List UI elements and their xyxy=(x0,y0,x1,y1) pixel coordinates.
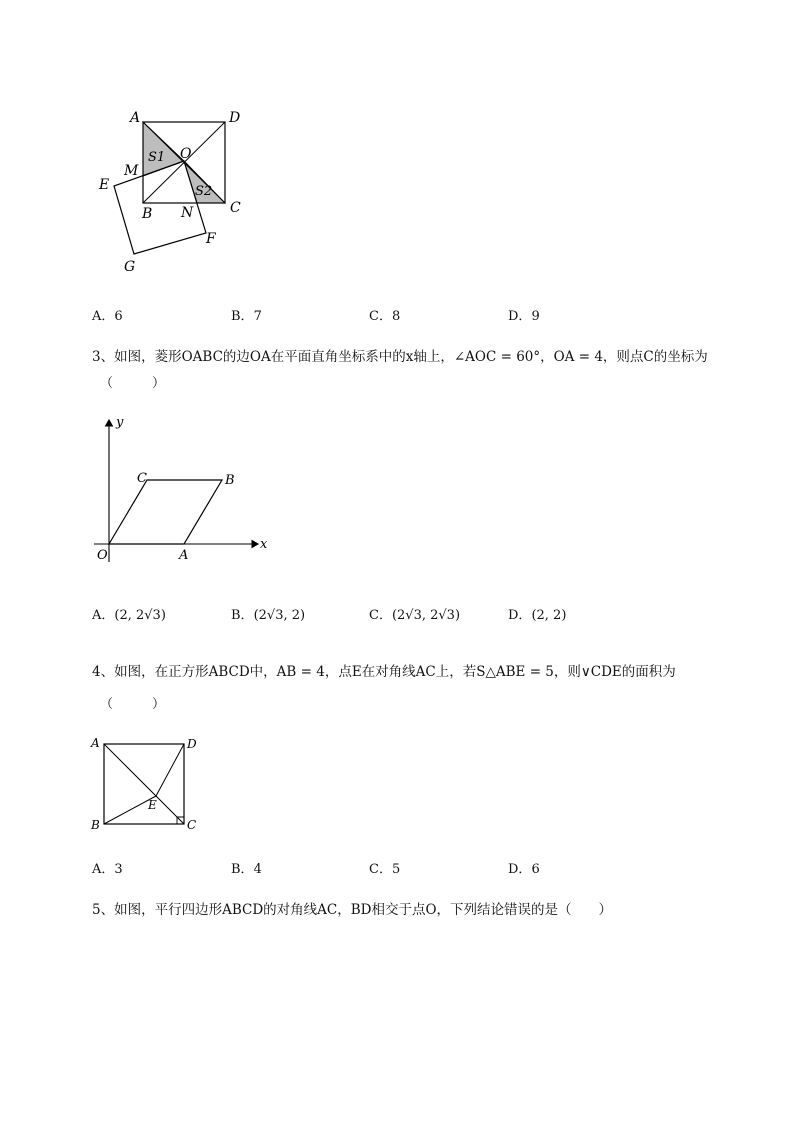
q5-stem: 5、如图，平行四边形ABCD的对角线AC，BD相交于点O，下列结论错误的是（ ） xyxy=(92,902,613,918)
label-o: O xyxy=(180,146,192,162)
q4-option-b: B．4 xyxy=(231,862,262,877)
q4-options xyxy=(0,858,794,878)
q4-option-d: D．6 xyxy=(508,862,540,877)
label-g: G xyxy=(124,259,136,275)
label-o: O xyxy=(97,548,108,563)
segment-de xyxy=(156,744,184,796)
q4-option-a: A．3 xyxy=(92,862,123,877)
label-b: B xyxy=(142,206,153,222)
label-a: A xyxy=(179,548,189,563)
q3-option-c: C．(2√3, 2√3) xyxy=(369,608,461,623)
rhombus-oabc xyxy=(109,480,222,544)
figure-square-abcd xyxy=(88,733,208,838)
label-d: D xyxy=(229,110,241,126)
label-d: D xyxy=(187,737,197,751)
q2-option-c: C．8 xyxy=(369,309,401,324)
label-c: C xyxy=(230,200,241,216)
q3-stem: 3、如图，菱形OABC的边OA在平面直角坐标系中的x轴上，∠AOC = 60°，OA = 4，则点C的坐标为 xyxy=(92,349,708,365)
q2-options xyxy=(0,305,794,325)
label-s1: S1 xyxy=(148,150,166,165)
q3-option-b: B．(2√3, 2) xyxy=(231,608,306,623)
label-c: C xyxy=(187,818,197,832)
q4-answer-blank: （ ） xyxy=(100,697,166,712)
q2-option-b: B．7 xyxy=(231,309,262,324)
label-b: B xyxy=(91,818,100,832)
q2-option-d: D．9 xyxy=(508,309,540,324)
label-a: A xyxy=(130,110,141,126)
figure-squares xyxy=(90,100,260,280)
label-e: E xyxy=(99,177,110,193)
label-x: x xyxy=(260,537,268,552)
q4-option-c: C．5 xyxy=(369,862,401,877)
q3-answer-blank: （ ） xyxy=(100,376,166,391)
label-c: C xyxy=(137,471,147,486)
label-s2: S2 xyxy=(195,184,213,199)
label-m: M xyxy=(124,163,139,179)
label-y: y xyxy=(116,415,124,430)
label-e: E xyxy=(148,798,157,812)
q3-option-a: A．(2, 2√3) xyxy=(92,608,166,623)
q2-option-a: A．6 xyxy=(92,309,123,324)
label-n: N xyxy=(181,205,194,221)
label-a: A xyxy=(91,736,100,750)
diagonal-ac xyxy=(104,744,184,824)
q4-stem: 4、如图，在正方形ABCD中，AB = 4，点E在对角线AC上，若S△ABE = 5，则∨CDE的面积为 xyxy=(92,664,676,680)
q3-options xyxy=(0,604,794,624)
figure-rhombus-coordinate xyxy=(88,412,288,572)
label-b: B xyxy=(225,473,235,488)
q3-option-d: D．(2, 2) xyxy=(508,608,567,623)
label-f: F xyxy=(206,231,216,247)
